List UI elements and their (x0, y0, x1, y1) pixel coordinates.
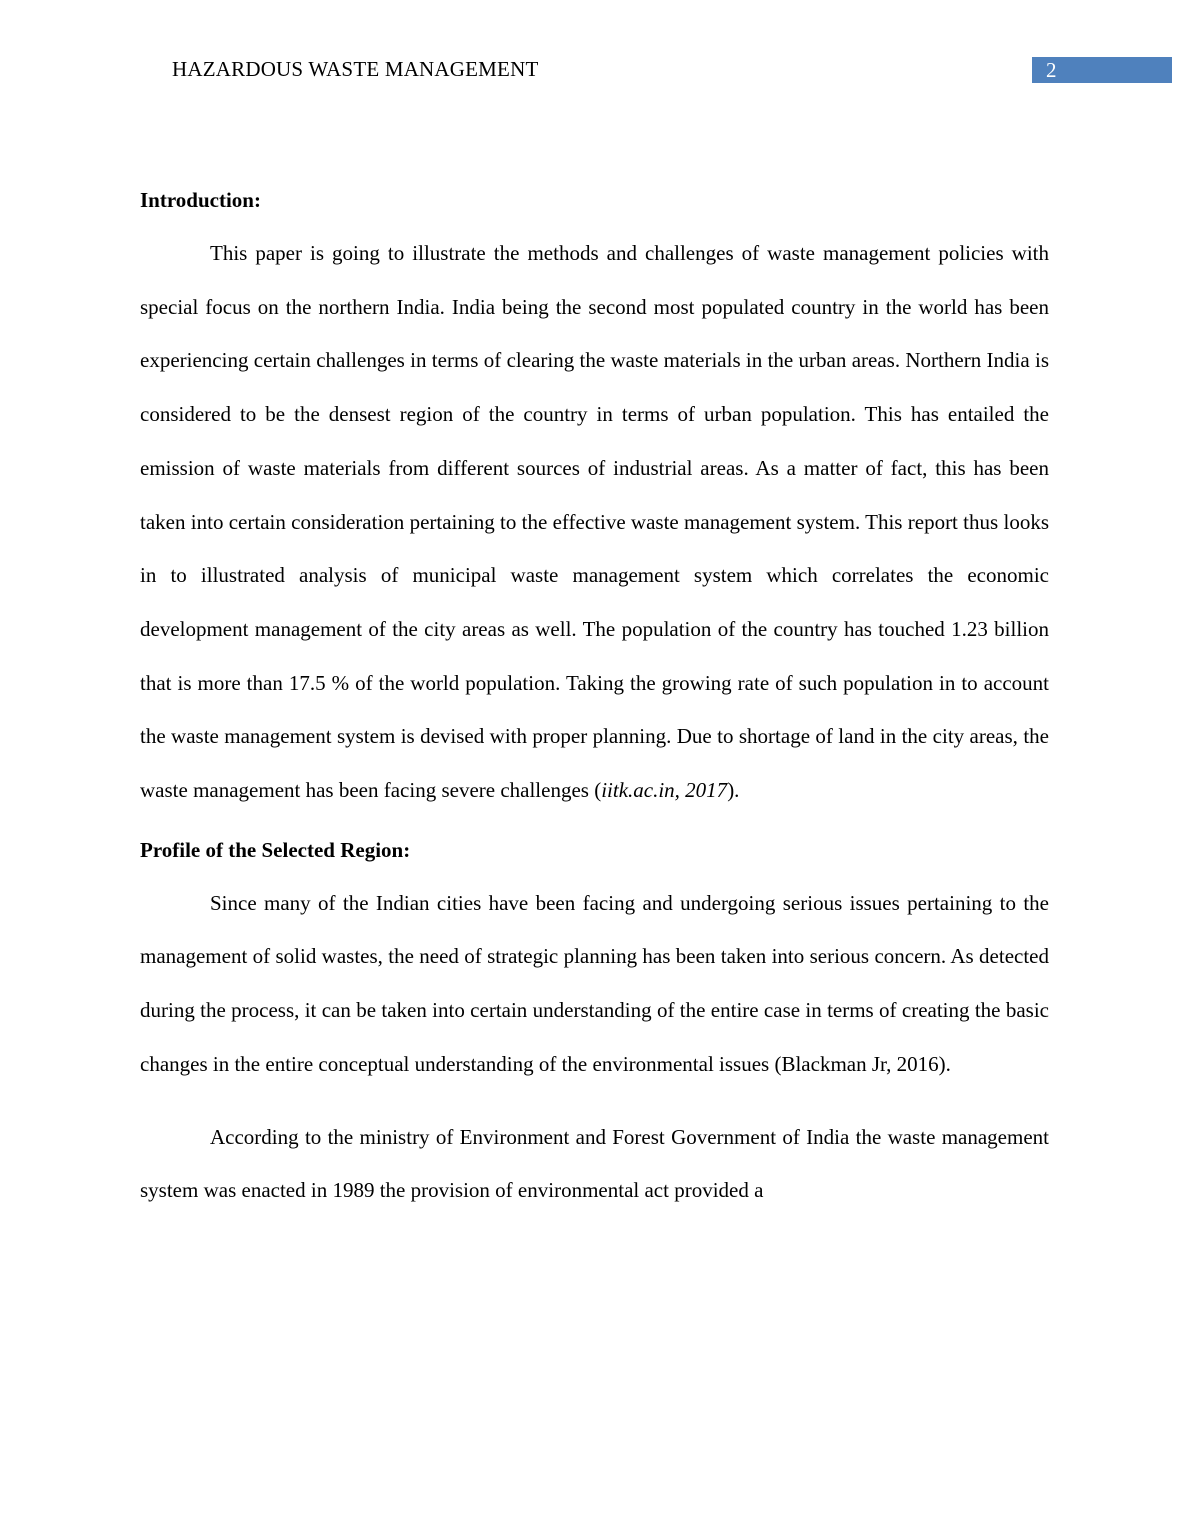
profile-heading: Profile of the Selected Region: (140, 837, 411, 862)
introduction-paragraph-text: This paper is going to illustrate the methods and challenges of waste management policies with special focus on the northern India. India being the second most populated country in the world has been experiencing certain challenges in terms of clearing the waste materials in the urban areas. Northern India is considered to be the densest region of the country in terms of urban population. This has entailed the emission of waste materials from different sources of industrial areas. As a matter of fact, this has been taken into certain consideration pertaining to the effective waste management system. This report thus looks in to illustrated analysis of municipal waste management system which correlates the economic development management of the city areas as well. The population of the country has touched 1.23 billion that is more than 17.5 % of the world population. Taking the growing rate of such population in to account the waste management system is devised with proper planning. Due to shortage of land in the city areas, the waste management has been facing severe challenges ( (140, 241, 1049, 803)
introduction-paragraph-end: ). (727, 778, 740, 803)
profile-paragraph-2: According to the ministry of Environment and Forest Government of India the waste management system was enacted in 1989 the provision of environmental act provided a (140, 1124, 1049, 1203)
document-body (140, 180, 1049, 1218)
introduction-heading: Introduction: (140, 188, 261, 212)
page-number: 2 (1032, 57, 1172, 83)
profile-paragraph-1: Since many of the Indian cities have been facing and undergoing serious issues pertaining to the management of solid wastes, the need of strategic planning has been taken into serious concern. As detected during the process, it can be taken into certain understanding of the entire case in terms of creating the basic changes in the entire conceptual understanding of the environmental issues (Blackman Jr, 2016). (140, 890, 1049, 1076)
running-head: HAZARDOUS WASTE MANAGEMENT (172, 57, 539, 81)
introduction-paragraph (140, 227, 1049, 818)
introduction-citation: iitk.ac.in, 2017 (601, 778, 728, 803)
